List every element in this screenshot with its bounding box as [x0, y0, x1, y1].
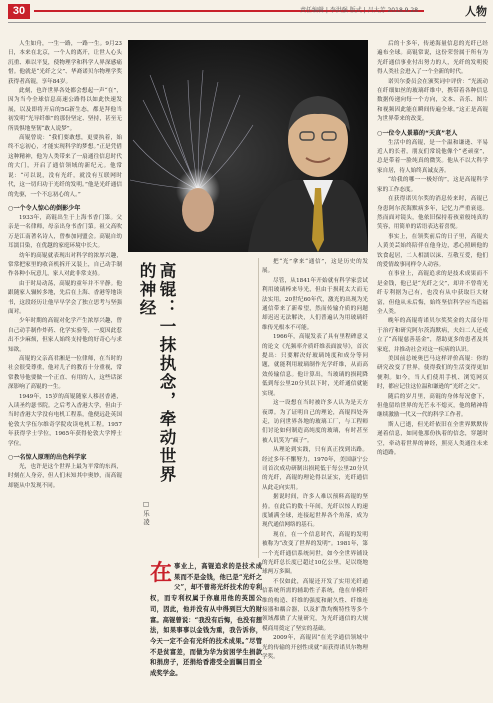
body-paragraph: 晚年的高锟将诺贝尔奖奖金的大部分用于治疗和研究阿尔茨海默病，夫妇二人还成立了“高锟慈善基金”，帮助更多的患者及其家庭，并推动社会对这一疾病的认识。 [377, 318, 488, 353]
body-paragraph: 在事业上，高锟追求的是技术成果而不是金钱，他已是“光纤之父”，却并不曾将光纤专利据为己有，也没有从中获取巨大财富，但他从未后悔，始终坚信科学应当造福全人类。 [377, 271, 488, 315]
body-paragraph: 光，也许是这个世界上最为平常的东西，时刻在人身旁，但人们未知其中奥妙，而高锟却能从中发现不同。 [8, 464, 122, 489]
body-paragraph: “给我的哪一一极好的”，这是高锟科学家的工作态度。 [377, 177, 488, 193]
body-paragraph: 诺贝尔委员会在颁奖词中评价：“光流动在纤细如丝的玻璃纤维中，携带着各种信息数据传递向每一个方向，文本、音乐、图片和视频因此能在瞬间传遍全球。”这正是高锟为世界带来的改变。 [377, 78, 488, 123]
body-paragraph: 1933年，高锟出生于上海书香门第。父亲是一名律师，母亲出身书香门第。祖父高吹万是江南著名诗人，曾参加同盟会。高锟自幼耳濡目染，在优越的家庭环境中长大。 [8, 214, 122, 250]
article-column-3 [262, 258, 368, 698]
page-number: 30 [8, 4, 30, 19]
section-heading: ○一位令人景慕的“天真”老人 [377, 129, 458, 137]
body-paragraph: 这一设想在当时被许多人认为是天方夜谭。为了证明自己的理论，高锟四处奔走，访问世界各地的玻璃工厂，与工程师们讨论如何制造高纯度的玻璃，有时甚至被人讥笑为“疯子”。 [262, 400, 368, 444]
section-heading: ○一名惊人原理的出色科学家 [8, 454, 87, 462]
body-paragraph: 少年时期的高锟对化学产生浓厚兴趣，曾自己动手制作炸药、化学实验等，一度因此惹出不少麻烦，但家人始终支持他的好奇心与求知欲。 [8, 318, 122, 353]
portrait-icon [128, 40, 368, 252]
body-paragraph: 此刻，也许世界各处都会想起一声“在”，因为当今全球信息高速公路得以如此快速发展，以及即将开启的5G新生态，都是拜他当初发明“光导纤维”的那份坚定、坚持，甚至无所畏惧地坚韧“敢人说梦”。 [8, 88, 122, 132]
body-paragraph: 幼年的高锟就表现出对科学的浓厚兴趣，常常把家里的收音机拆开又装上，自己动手制作各种小玩意儿，家人对此非常支持。 [8, 252, 122, 278]
article-column-4 [377, 40, 488, 700]
body-paragraph: 从理论到实践，只有真正找到出路。经过多年不懈努力，1970年，美国康宁公司首次成功研制出损耗低于每公里20分贝的光纤，高锟的理论得以证实，光纤通信从此走向实用。 [262, 447, 368, 491]
body-paragraph: 2009年，高锟因“在光学通信领域中光的传输的开创性成就”而获得诺贝尔物理学奖。 [262, 635, 368, 661]
body-paragraph: 尽管，从1841年开始就有科学家尝试利用玻璃棒来导光，但由于损耗太大而无法实用。20世纪60年代，激光的出现为光通信带来了新希望，然而传输介质的问题却迟迟无法解决，人们普遍认为用玻璃纤维传光根本不可能。 [262, 277, 368, 331]
page-header [0, 0, 493, 22]
article-author: □乐凌 [142, 500, 150, 527]
body-paragraph: 由于时局动荡，高锟的童年并不平静。他跟随家人辗转多地，先后在上海、香港等地读书，这段经历让他早早学会了独立思考与坚强面对。 [8, 280, 122, 315]
body-paragraph: 现在，在一个信息时代，高锟的发明被称为“改变了世界的发明”。1981年，第一个光纤通信系统问世，如今全世界铺设的光纤总长度已超过10亿公里，足以绕地球两万多圈。 [262, 531, 368, 576]
header-divider [8, 22, 486, 23]
body-paragraph: 生活中的高锟，是一个温和谦逊、平易近人的长者，朋友们常说他像个“老顽童”，总是带着一脸纯真的微笑。他从不以大科学家自居，待人始终真诚友善。 [377, 139, 488, 174]
body-paragraph: 高锟的父亲高君湘是一位律师，在当时的社会很受尊重，他对儿子的教育十分重视，常常教导他要做一个正直、有用的人，这些话深深影响了高锟的一生。 [8, 356, 122, 391]
body-paragraph: 把“光”拿来“通信”，这是历史的发展。 [262, 259, 368, 275]
body-paragraph: 人生如舟，一生一路，一路一生。9月23日，本来在北京，一个人的离开，让世人心头沉重、难以平复，使物理学和科学人界深感痛惜。他就是“光纤之父”、华裔诺贝尔物理学奖获得者高锟，享年84岁。 [8, 41, 122, 85]
body-paragraph: 美国前总统奥巴马这样评价高锟：你的研究改变了世界，使得我们的生活变得更加便利。如今，当人们使用手机、浏览网页时，都应记住这位温和谦逊的“光纤之父”。 [377, 356, 488, 391]
header-meta: 责任编辑 | 李洪强 版式 | 吕大芳 2018.9.28 [300, 7, 419, 14]
portrait-photo [128, 40, 368, 252]
body-paragraph: 后的十多年，传递海量信息的光纤已经遍布全球。高锟常说，这份荣誉属于所有为光纤通信事业付出努力的人，光纤的发明使得人类社会进入了一个全新的时代。 [377, 41, 488, 76]
body-paragraph: 1949年，15岁的高锟随家人移居香港，入读圣约瑟书院。之后考入香港大学，但由于当时香港大学没有电机工程系，他便远赴英国伦敦大学伍尔维奇学院攻读电机工程。1957年获得学士学位，1965年获得伦敦大学博士学位。 [8, 393, 122, 447]
title-divider [258, 258, 259, 558]
section-label: 人物 [465, 5, 487, 18]
section-heading: ○一个令人惊心的倒影少年 [8, 204, 81, 212]
body-paragraph: 斯人已逝，但光纤依旧在全世界默默传递着信息，如同他那份执着的信念，穿越时空，牵动着世界的神经，照亮人类通往未来的道路。 [377, 421, 488, 457]
article-title: 高锟：一抹执念，牵动世界的神经 [137, 262, 176, 484]
article-column-1 [8, 40, 122, 700]
drop-cap: 在 [150, 560, 173, 586]
body-paragraph: 随后的岁月里，高锟的身体每况愈下，但他留给世界的光芒永不熄灭，他的精神将继续激励一代又一代的科学工作者。 [377, 393, 488, 419]
body-paragraph: 不仅如此，高锟还开发了实用光纤通信系统所需的辅助性子系统，他在单模纤维的构造、纤维的强度和耐久性、纤维连接器和耦合器，以及扩散均衡特性等多个领域都做了大量研究，为光纤通信的大规模商用奠定了坚实的基础。 [262, 578, 368, 632]
body-paragraph: 据说时间，许多人难以预料高锟的坚持。在此后的数十年间，光纤以惊人的速度铺满全球，连接起世界各个角落，成为现代通信网络的基石。 [262, 494, 368, 529]
body-paragraph: 1966年，高锟发表了具有里程碑意义的论文《光频率介质纤维表面波导》，首次提出：只要解决好玻璃纯度和成分等问题，就能利用玻璃制作光学纤维，从而高效传输信息。他计算出，当玻璃的损耗降低到每公里20分贝以下时，光纤通信就能实现。 [262, 334, 368, 397]
body-paragraph: 高锟曾说：“我们要敢想，更要执着，始终不忘初心，才能实现科学的梦想。”正是凭借这种精神，他为人类带来了一扇通往信息时代的大门，开启了通信领域的新纪元。他常说：“可以说，没有光纤，就没有互联网时代，这一切归功于光纤的发明。”他是光纤通信的先驱，一个不忘初心的人。” [8, 135, 122, 198]
lead-text: 事业上，高锟追求的是技术成果而不是金钱，他已是“光纤之父”，却不曾将光纤技术的专利权，而专利权属于你雇用他的英国公司，因此，他并没有从中得到巨大的财富。高锟曾说：“我没有后悔，也没有想法，如果事事以金钱为重，我告诉你，今天一定不会有光纤的技术成果。”尽管不是贫富差，而做为华为贫困学生捐款和捐房子，还捐给香港受全面瞩目而全成奖学金。 [150, 563, 262, 678]
lead-paragraph [150, 562, 262, 694]
article-title-block [136, 262, 176, 492]
body-paragraph: 事实上，在领奖前后的日子里，高锟夫人黄美芸始终陪伴在他身边，悉心照顾他的饮食起居，二人相濡以沫、互敬互爱，他们的爱情故事同样令人动容。 [377, 233, 488, 268]
body-paragraph: 在获得诺贝尔奖的消息传来时，高锟已身患阿尔茨海默病多年，记忆力严重衰退。然而面对镜头，他依旧保持着孩童般纯真的笑容，用简单的话语表达着喜悦。 [377, 196, 488, 231]
